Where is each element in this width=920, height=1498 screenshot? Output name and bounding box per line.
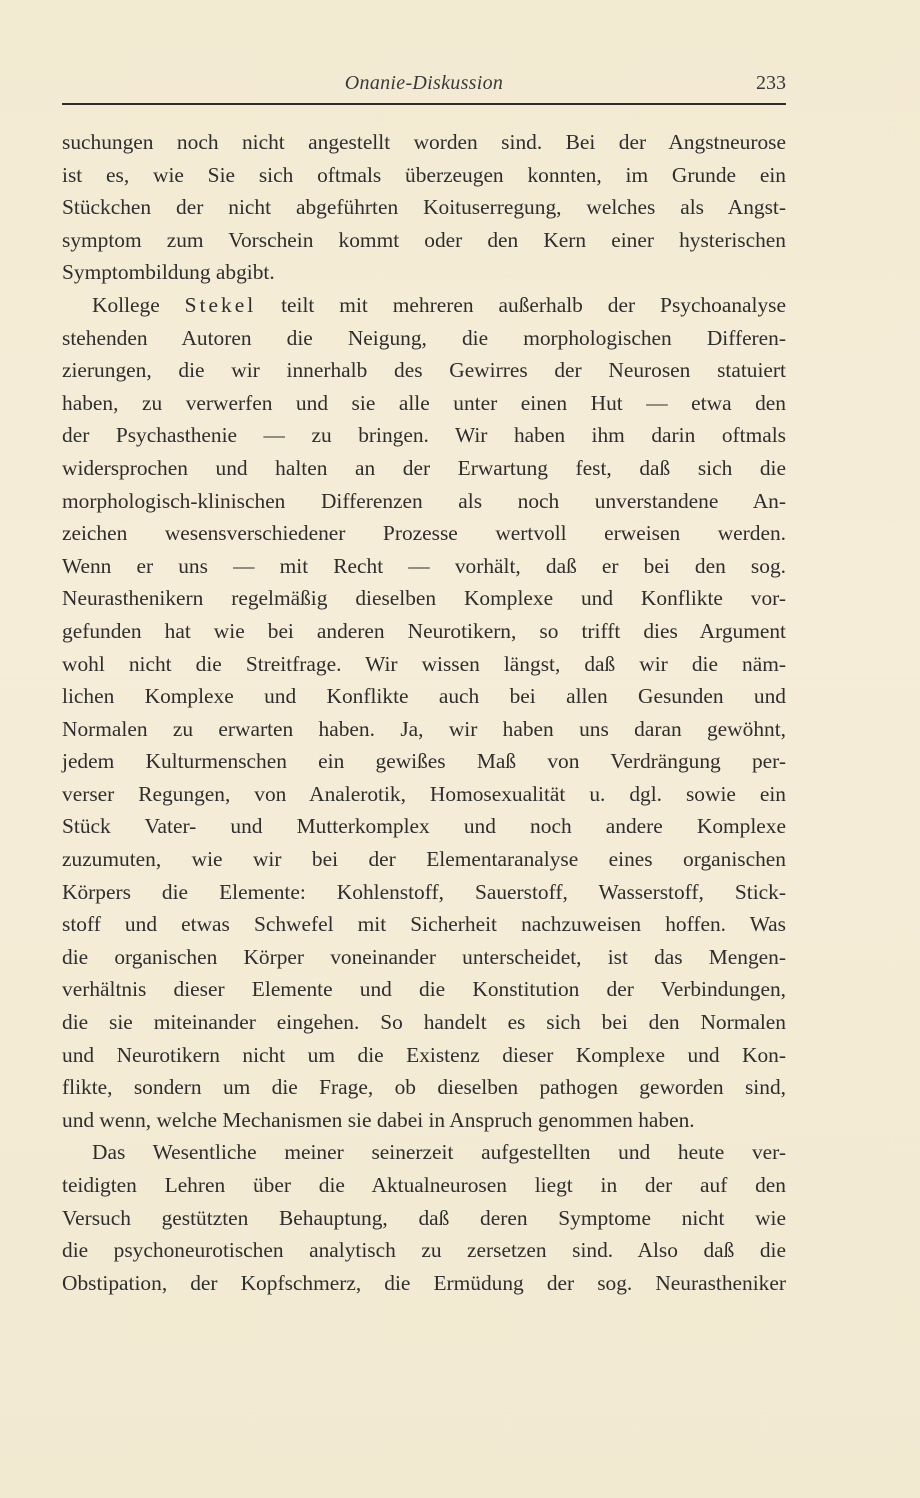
text-line: widersprochen und halten an der Erwartung fest, daß sich die <box>62 455 786 480</box>
text-line: Normalen zu erwarten haben. Ja, wir haben uns daran gewöhnt, <box>62 716 786 741</box>
text-line: gefunden hat wie bei anderen Neurotikern, so trifft dies Argument <box>62 618 786 643</box>
text-line: Versuch gestützten Behauptung, daß deren Symptome nicht wie <box>62 1205 786 1230</box>
text-line: stoff und etwas Schwefel mit Sicherheit nachzuweisen hoffen. Was <box>62 912 786 937</box>
text-line-first <box>62 289 786 322</box>
text-line: und Neurotikern nicht um die Existenz dieser Komplexe und Kon- <box>62 1042 786 1067</box>
text-run: teilt mit mehreren außerhalb der Psychoanalyse <box>256 292 786 317</box>
text-line: wohl nicht die Streitfrage. Wir wissen längst, daß wir die näm- <box>62 651 786 676</box>
text-line: zuzumuten, wie wir bei der Elementaranalyse eines organischen <box>62 847 786 872</box>
text-line: Obstipation, der Kopfschmerz, die Ermüdung der sog. Neurastheniker <box>62 1270 786 1295</box>
text-line: und wenn, welche Mechanismen sie dabei in Anspruch genommen haben. <box>62 1107 695 1132</box>
text-line: die psychoneurotischen analytisch zu zersetzen sind. Also daß die <box>62 1238 786 1263</box>
text-line: Das Wesentliche meiner seinerzeit aufgestellten und heute ver- <box>92 1140 786 1165</box>
text-line: suchungen noch nicht angestellt worden sind. Bei der Angstneurose <box>62 130 786 154</box>
text-line: der Psychasthenie — zu bringen. Wir haben ihm darin oftmals <box>62 423 786 448</box>
author-name-stekel: Stekel <box>184 292 257 317</box>
paragraph-2 <box>62 289 786 1136</box>
text-line: zeichen wesensverschiedener Prozesse wertvoll erweisen werden. <box>62 521 786 546</box>
text-line: lichen Komplexe und Konflikte auch bei allen Gesunden und <box>62 684 786 709</box>
text-line: verser Regungen, von Analerotik, Homosexualität u. dgl. sowie ein <box>62 781 786 806</box>
text-line: Stückchen der nicht abgeführten Koituserregung, welches als Angst- <box>62 195 786 220</box>
running-head: Onanie-Diskussion <box>344 72 504 94</box>
text-line: teidigten Lehren über die Aktualneurosen liegt in der auf den <box>62 1173 786 1197</box>
text-run: Kollege <box>92 292 185 317</box>
text-line: Wenn er uns — mit Recht — vorhält, daß er bei den sog. <box>62 553 786 578</box>
paragraph-1 <box>62 126 786 289</box>
text-line: haben, zu verwerfen und sie alle unter einen Hut — etwa den <box>62 390 786 415</box>
text-line: flikte, sondern um die Frage, ob dieselben pathogen geworden sind, <box>62 1075 786 1100</box>
text-line: jedem Kulturmenschen ein gewißes Maß von Verdrängung per- <box>62 749 786 774</box>
text-line: stehenden Autoren die Neigung, die morphologischen Differen- <box>62 325 786 350</box>
page-number: 233 <box>756 72 786 94</box>
text-line: die sie miteinander eingehen. So handelt es sich bei den Normalen <box>62 1010 786 1035</box>
body-text <box>62 126 786 1299</box>
text-line: Neurasthenikern regelmäßig dieselben Komplexe und Konflikte vor- <box>62 586 786 611</box>
text-line: symptom zum Vorschein kommt oder den Kern einer hysterischen <box>62 227 786 252</box>
text-line: Körpers die Elemente: Kohlenstoff, Sauerstoff, Wasserstoff, Stick- <box>62 879 786 904</box>
text-line: die organischen Körper voneinander unterscheidet, ist das Mengen- <box>62 944 786 969</box>
text-line: verhältnis dieser Elemente und die Konstitution der Verbindungen, <box>62 977 786 1002</box>
header-rule <box>62 103 786 105</box>
text-line: zierungen, die wir innerhalb des Gewirres der Neurosen statuiert <box>62 358 786 383</box>
paragraph-3 <box>62 1136 786 1299</box>
text-line: Stück Vater- und Mutterkomplex und noch andere Komplexe <box>62 814 786 839</box>
text-line: morphologisch-klinischen Differenzen als noch unverstandene An- <box>62 488 786 513</box>
text-line: ist es, wie Sie sich oftmals überzeugen konnten, im Grunde ein <box>62 162 786 187</box>
text-line: Symptombildung abgibt. <box>62 260 275 285</box>
